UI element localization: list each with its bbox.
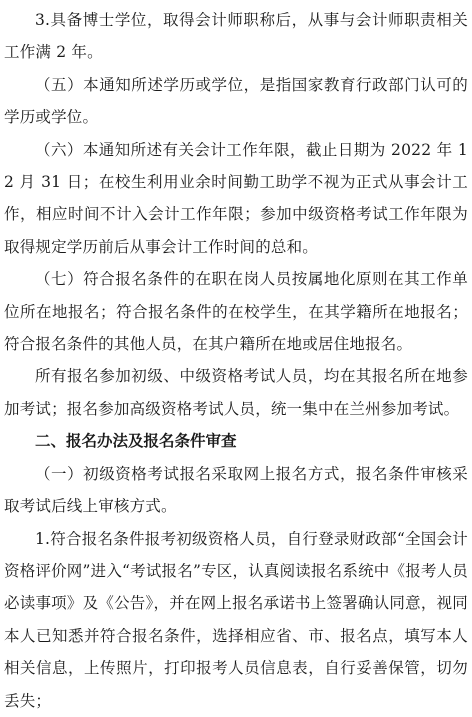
paragraph-section-seven: （七）符合报名条件的在职在岗人员按属地化原则在其工作单位所在地报名；符合报名条件的在校学生，在其学籍所在地报名；符合报名条件的其他人员，在其户籍所在地或居住地报名。 (4, 270, 468, 354)
paragraph-section-six: （六）本通知所述有关会计工作年限，截止日期为 2022 年 12 月 31 日；在校生利用业余时间勤工助学不视为正式从事会计工作，相应时间不计入会计工作年限；参加中级资格考试工作年限为取得规定学历前后从事会计工作时间的总和。 (4, 140, 468, 256)
paragraph-exam-location: 所有报名参加初级、中级资格考试人员，均在其报名所在地参加考试；报名参加高级资格考试人员，统一集中在兰州参加考试。 (4, 367, 468, 418)
section-heading: 二、报名办法及报名条件审查 (35, 432, 237, 451)
paragraph-registration-steps: 1.符合报名条件报考初级资格人员，自行登录财政部“全国会计资格评价网”进入“考试报名”专区，认真阅读报名系统中《报考人员必读事项》及《公告》，并在网上报名承诺书上签署确认同意，视同本人已知悉并符合报名条件，选择相应省、市、报名点，填写本人相关信息，上传照片，打印报考人员信息表，自行妥善保管，切勿丢失； (4, 529, 468, 710)
paragraph-section-five: （五）本通知所述学历或学位，是指国家教育行政部门认可的学历或学位。 (4, 75, 468, 127)
paragraph-degree-requirement: 3.具备博士学位，取得会计师职称后，从事与会计师职责相关工作满 2 年。 (4, 11, 468, 62)
paragraph-online-registration: （一）初级资格考试报名采取网上报名方式，报名条件审核采取考试后线上审核方式。 (4, 464, 468, 516)
